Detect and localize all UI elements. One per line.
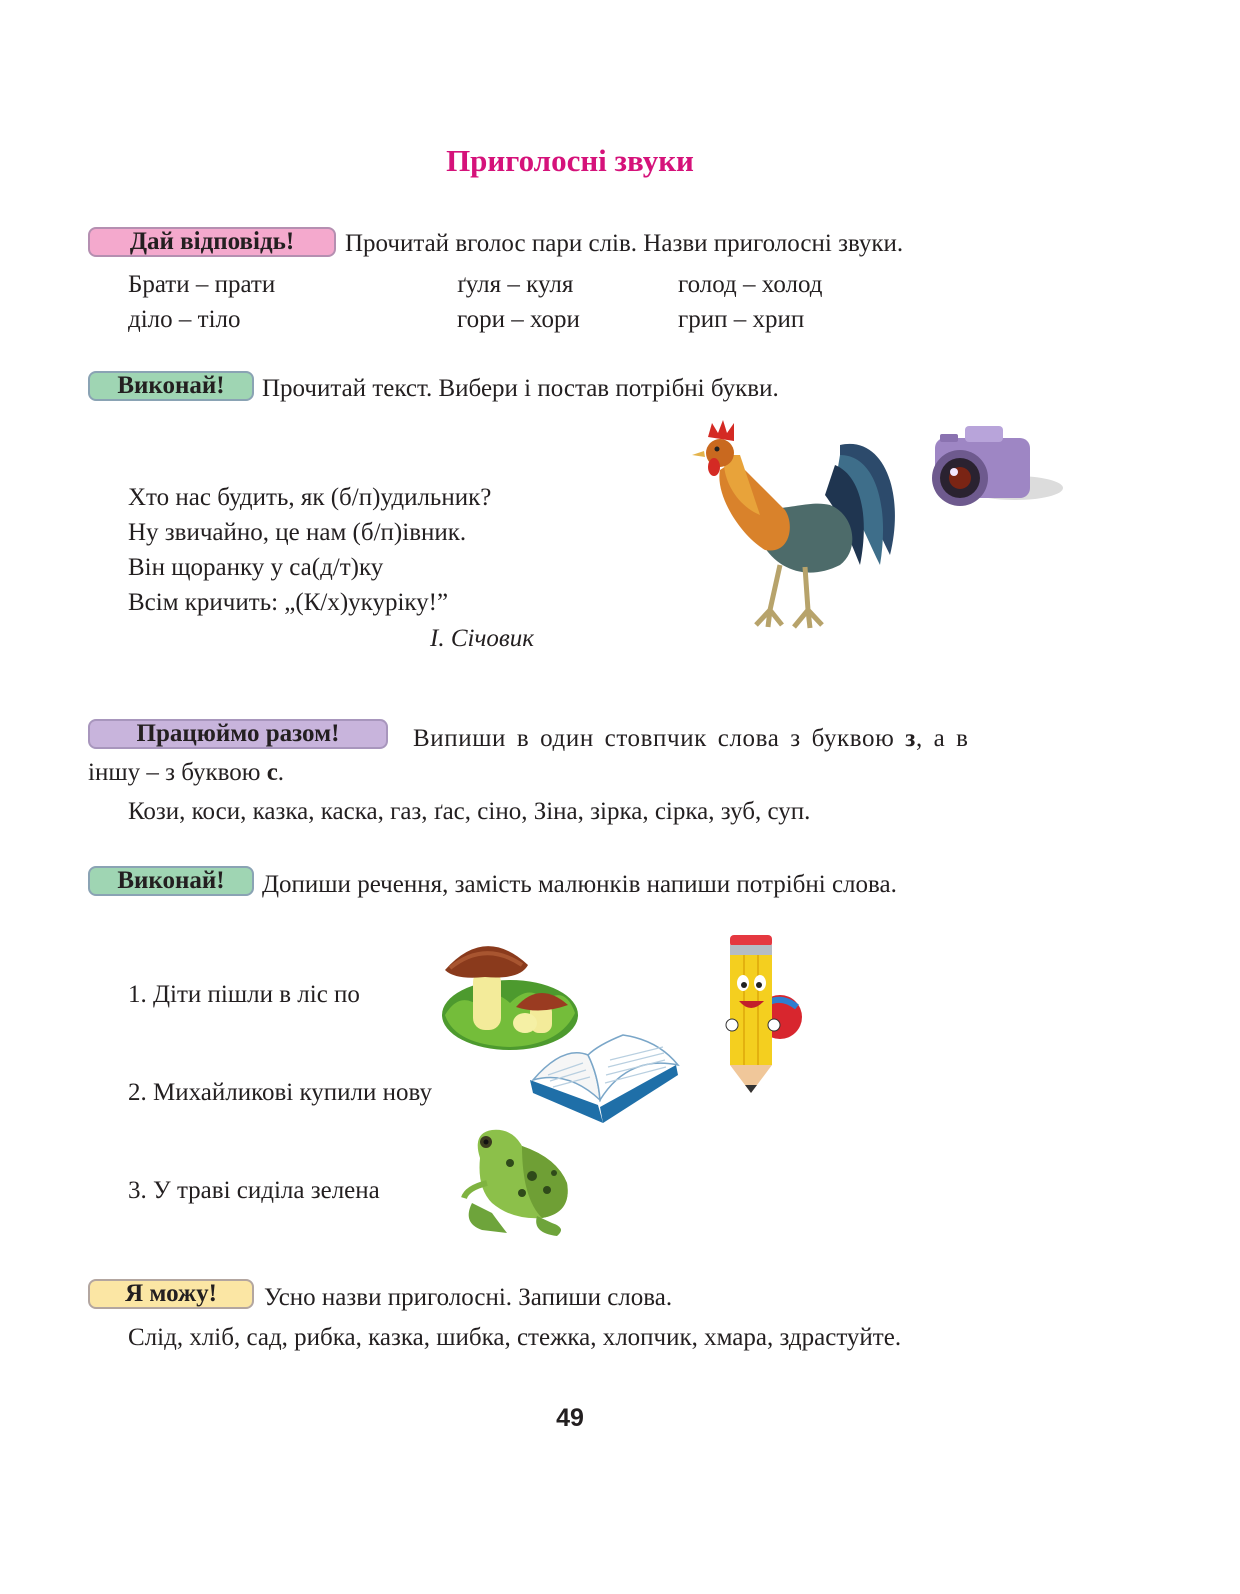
letter-z: з	[905, 725, 916, 752]
poem-author: І. Січовик	[430, 625, 534, 652]
page-number: 49	[556, 1404, 584, 1432]
instruction-3	[413, 724, 969, 754]
badge-i-can: Я можу!	[88, 1279, 254, 1309]
instruction-3-text: Випиши в один стовпчик слова з буквою	[413, 725, 906, 752]
badge-answer: Дай відповідь!	[88, 227, 336, 257]
word-list-2: Слід, хліб, сад, рибка, казка, шибка, стежка, хлопчик, хмара, здрастуйте.	[128, 1324, 902, 1351]
badge-do: Виконай!	[88, 371, 254, 401]
badge-do-2: Виконай!	[88, 866, 254, 896]
poem-line-3: Він щоранку у са(д/т)ку	[128, 554, 384, 581]
instruction-3-line2-text: іншу – з буквою	[88, 759, 267, 786]
instruction-5: Усно назви приголосні. Запиши слова.	[264, 1284, 673, 1311]
instruction-3-line2-end: .	[277, 759, 285, 786]
pair-1-3: голод – холод	[678, 271, 823, 298]
sentence-1: 1. Діти пішли в ліс по	[128, 981, 360, 1008]
poem-line-1: Хто нас будить, як (б/п)удильник?	[128, 484, 492, 511]
book-image	[528, 1035, 680, 1125]
badge-work-together: Працюймо разом!	[88, 719, 388, 749]
pair-2-1: діло – тіло	[128, 306, 241, 333]
instruction-2: Прочитай текст. Вибери і постав потрібні букви.	[262, 375, 779, 402]
page-title: Приголосні звуки	[446, 143, 694, 178]
sentence-2: 2. Михайликові купили нову	[128, 1079, 432, 1106]
poem-line-4: Всім кричить: „(К/х)укуріку!”	[128, 589, 449, 616]
frog-image	[462, 1128, 574, 1240]
letter-s: с	[266, 759, 278, 786]
rooster-image	[690, 415, 905, 640]
instruction-3-line2	[88, 758, 284, 788]
instruction-4: Допиши речення, замість малюнків напиши потрібні слова.	[262, 871, 897, 898]
pair-2-2: гори – хори	[457, 306, 580, 333]
pair-2-3: грип – хрип	[678, 306, 805, 333]
pair-1-2: ґуля – куля	[457, 271, 574, 298]
camera-icon	[920, 418, 1065, 518]
instruction-3-mid: , а в	[915, 725, 969, 752]
pair-1-1: Брати – прати	[128, 271, 276, 298]
pencil-image	[722, 925, 804, 1097]
instruction-1: Прочитай вголос пари слів. Назви приголосні звуки.	[345, 230, 904, 257]
word-list-1: Кози, коси, казка, каска, газ, ґас, сіно, Зіна, зірка, сірка, зуб, суп.	[128, 798, 811, 825]
sentence-3: 3. У траві сиділа зелена	[128, 1177, 380, 1204]
poem-line-2: Ну звичайно, це нам (б/п)івник.	[128, 519, 467, 546]
